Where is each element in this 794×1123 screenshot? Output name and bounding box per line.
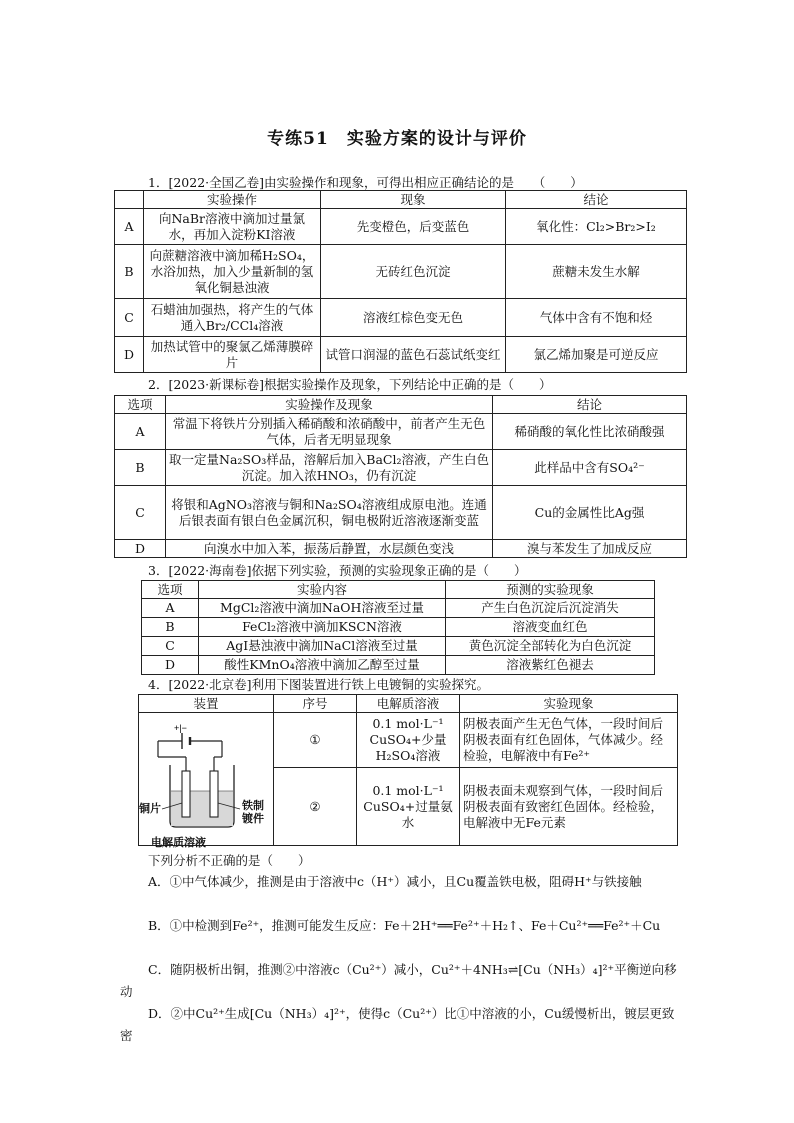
q3-stem: 3．[2022·海南卷]依据下列实验，预测的实验现象正确的是（ ）	[148, 563, 527, 578]
electrolyte-solution	[171, 791, 233, 826]
q2-option: D	[115, 540, 166, 558]
copper-plate-label: 铜片	[139, 802, 161, 815]
q2-cell: 此样品中含有SO₄²⁻	[493, 450, 687, 486]
q3-cell: 产生白色沉淀后沉淀消失	[446, 599, 655, 618]
q2-header: 实验操作及现象	[166, 396, 493, 414]
q2-header: 结论	[493, 396, 687, 414]
q3-header: 预测的实验现象	[446, 581, 655, 599]
q3-cell: AgI悬浊液中滴加NaCl溶液至过量	[199, 637, 446, 656]
q2-cell: 向溴水中加入苯，振荡后静置，水层颜色变浅	[166, 540, 493, 558]
electrolyte-label: 电解质溶液	[151, 836, 206, 849]
table-row	[142, 637, 655, 656]
q1-header: 现象	[321, 191, 506, 209]
q3-table	[141, 580, 655, 675]
q2-header: 选项	[115, 396, 166, 414]
q1-header: 实验操作	[144, 191, 321, 209]
table-row	[115, 337, 687, 373]
q4-option-b: B．①中检测到Fe²⁺，推测可能发生反应：Fe＋2H⁺══Fe²⁺＋H₂↑、Fe＋Cu²⁺══Fe²⁺＋Cu	[148, 918, 661, 933]
q1-cell: 向蔗糖溶液中滴加稀H₂SO₄，水浴加热，加入少量新制的氢氧化铜悬浊液	[144, 245, 321, 299]
q2-header-row	[115, 396, 687, 414]
plus-minus-label: +|−	[174, 723, 187, 733]
q2-cell: Cu的金属性比Ag强	[493, 486, 687, 540]
table-row	[139, 713, 678, 768]
q3-cell: MgCl₂溶液中滴加NaOH溶液至过量	[199, 599, 446, 618]
table-row	[142, 599, 655, 618]
q2-cell: 溴与苯发生了加成反应	[493, 540, 687, 558]
iron-workpiece-label: 铁制镀件	[242, 799, 264, 825]
q3-header: 实验内容	[199, 581, 446, 599]
q4-option-d: D．②中Cu²⁺生成[Cu（NH₃）₄]²⁺，使得c（Cu²⁺）比①中溶液的小，Cu缓慢析出，镀层更致密	[120, 1006, 675, 1043]
q2-cell: 常温下将铁片分别插入稀硝酸和浓硝酸中，前者产生无色气体，后者无明显现象	[166, 414, 493, 450]
table-row	[115, 299, 687, 337]
q1-cell: 加热试管中的聚氯乙烯薄膜碎片	[144, 337, 321, 373]
q3-cell: 溶液变血红色	[446, 618, 655, 637]
q1-cell: 无砖红色沉淀	[321, 245, 506, 299]
q2-cell: 取一定量Na₂SO₃样品，溶解后加入BaCl₂溶液，产生白色沉淀。加入浓HNO₃，仍有沉淀	[166, 450, 493, 486]
q4-stem: 4．[2022·北京卷]利用下图装置进行铁上电镀铜的实验探究。	[148, 677, 489, 692]
q3-header: 选项	[142, 581, 199, 599]
q2-option: C	[115, 486, 166, 540]
q4-serial: ②	[274, 768, 357, 846]
q3-option: A	[142, 599, 199, 618]
q2-stem: 2．[2023·新课标卷]根据实验操作及现象，下列结论中正确的是（ ）	[148, 377, 552, 392]
q3-cell: 酸性KMnO₄溶液中滴加乙醇至过量	[199, 656, 446, 675]
q3-option: D	[142, 656, 199, 675]
q2-option: B	[115, 450, 166, 486]
q4-header: 序号	[274, 695, 357, 713]
q1-header	[115, 191, 144, 209]
q1-cell: 试管口润湿的蓝色石蕊试纸变红	[321, 337, 506, 373]
table-row	[142, 618, 655, 637]
q1-stem: 1．[2022·全国乙卷]由实验操作和现象，可得出相应正确结论的是 （ ）	[148, 175, 583, 190]
q4-sub-stem: 下列分析不正确的是（ ）	[148, 853, 311, 868]
apparatus-cell	[139, 713, 274, 849]
q4-table	[138, 694, 678, 849]
page-title: 专练51 实验方案的设计与评价	[267, 129, 527, 149]
q2-cell: 将银和AgNO₃溶液与铜和Na₂SO₄溶液组成原电池。连通后银表面有银白色金属沉积，铜电极附近溶液逐渐变蓝	[166, 486, 493, 540]
q4-cell: 阴极表面产生无色气体，一段时间后阴极表面有红色固体，气体减少。经检验，电解液中有Fe²⁺	[460, 713, 678, 768]
table-row	[115, 540, 687, 558]
q1-option: D	[115, 337, 144, 373]
q4-cell: 0.1 mol·L⁻¹ CuSO₄+少量H₂SO₄溶液	[357, 713, 460, 768]
iron-workpiece	[210, 771, 218, 817]
q3-option: B	[142, 618, 199, 637]
q1-header-row	[115, 191, 687, 209]
q1-cell: 先变橙色，后变蓝色	[321, 209, 506, 245]
q1-option: A	[115, 209, 144, 245]
q4-header: 电解质溶液	[357, 695, 460, 713]
table-row	[115, 450, 687, 486]
q1-cell: 蔗糖未发生水解	[506, 245, 687, 299]
q1-option: B	[115, 245, 144, 299]
q2-cell: 稀硝酸的氧化性比浓硝酸强	[493, 414, 687, 450]
q4-cell: 阴极表面未观察到气体，一段时间后阴极表面有致密红色固体。经检验，电解液中无Fe元素	[460, 768, 678, 846]
q4-serial: ①	[274, 713, 357, 768]
q3-cell: 黄色沉淀全部转化为白色沉淀	[446, 637, 655, 656]
q4-option-a: A．①中气体减少，推测是由于溶液中c（H⁺）减小，且Cu覆盖铁电极，阻碍H⁺与铁接触	[148, 874, 642, 889]
table-row	[115, 209, 687, 245]
q4-header: 装置	[139, 695, 274, 713]
q3-option: C	[142, 637, 199, 656]
table-row	[115, 414, 687, 450]
q1-table	[114, 190, 687, 373]
q3-header-row	[142, 581, 655, 599]
q2-option: A	[115, 414, 166, 450]
q3-cell: FeCl₂溶液中滴加KSCN溶液	[199, 618, 446, 637]
table-row	[115, 245, 687, 299]
q1-cell: 氧化性：Cl₂>Br₂>I₂	[506, 209, 687, 245]
q2-table	[114, 395, 687, 558]
table-row	[115, 486, 687, 540]
q1-cell: 氯乙烯加聚是可逆反应	[506, 337, 687, 373]
q3-cell: 溶液紫红色褪去	[446, 656, 655, 675]
q4-cell: 0.1 mol·L⁻¹ CuSO₄+过量氨水	[357, 768, 460, 846]
q1-cell: 溶液红棕色变无色	[321, 299, 506, 337]
copper-plate	[182, 771, 190, 817]
q1-cell: 向NaBr溶液中滴加过量氯水，再加入淀粉KI溶液	[144, 209, 321, 245]
q4-option-c: C．随阴极析出铜，推测②中溶液c（Cu²⁺）减小，Cu²⁺＋4NH₃⇌[Cu（NH₃）₄]²⁺平衡逆向移动	[120, 962, 677, 999]
q1-header: 结论	[506, 191, 687, 209]
q4-header: 实验现象	[460, 695, 678, 713]
table-row	[142, 656, 655, 675]
q1-option: C	[115, 299, 144, 337]
q1-cell: 石蜡油加强热，将产生的气体通入Br₂/CCl₄溶液	[144, 299, 321, 337]
q1-cell: 气体中含有不饱和烃	[506, 299, 687, 337]
q4-header-row	[139, 695, 678, 713]
